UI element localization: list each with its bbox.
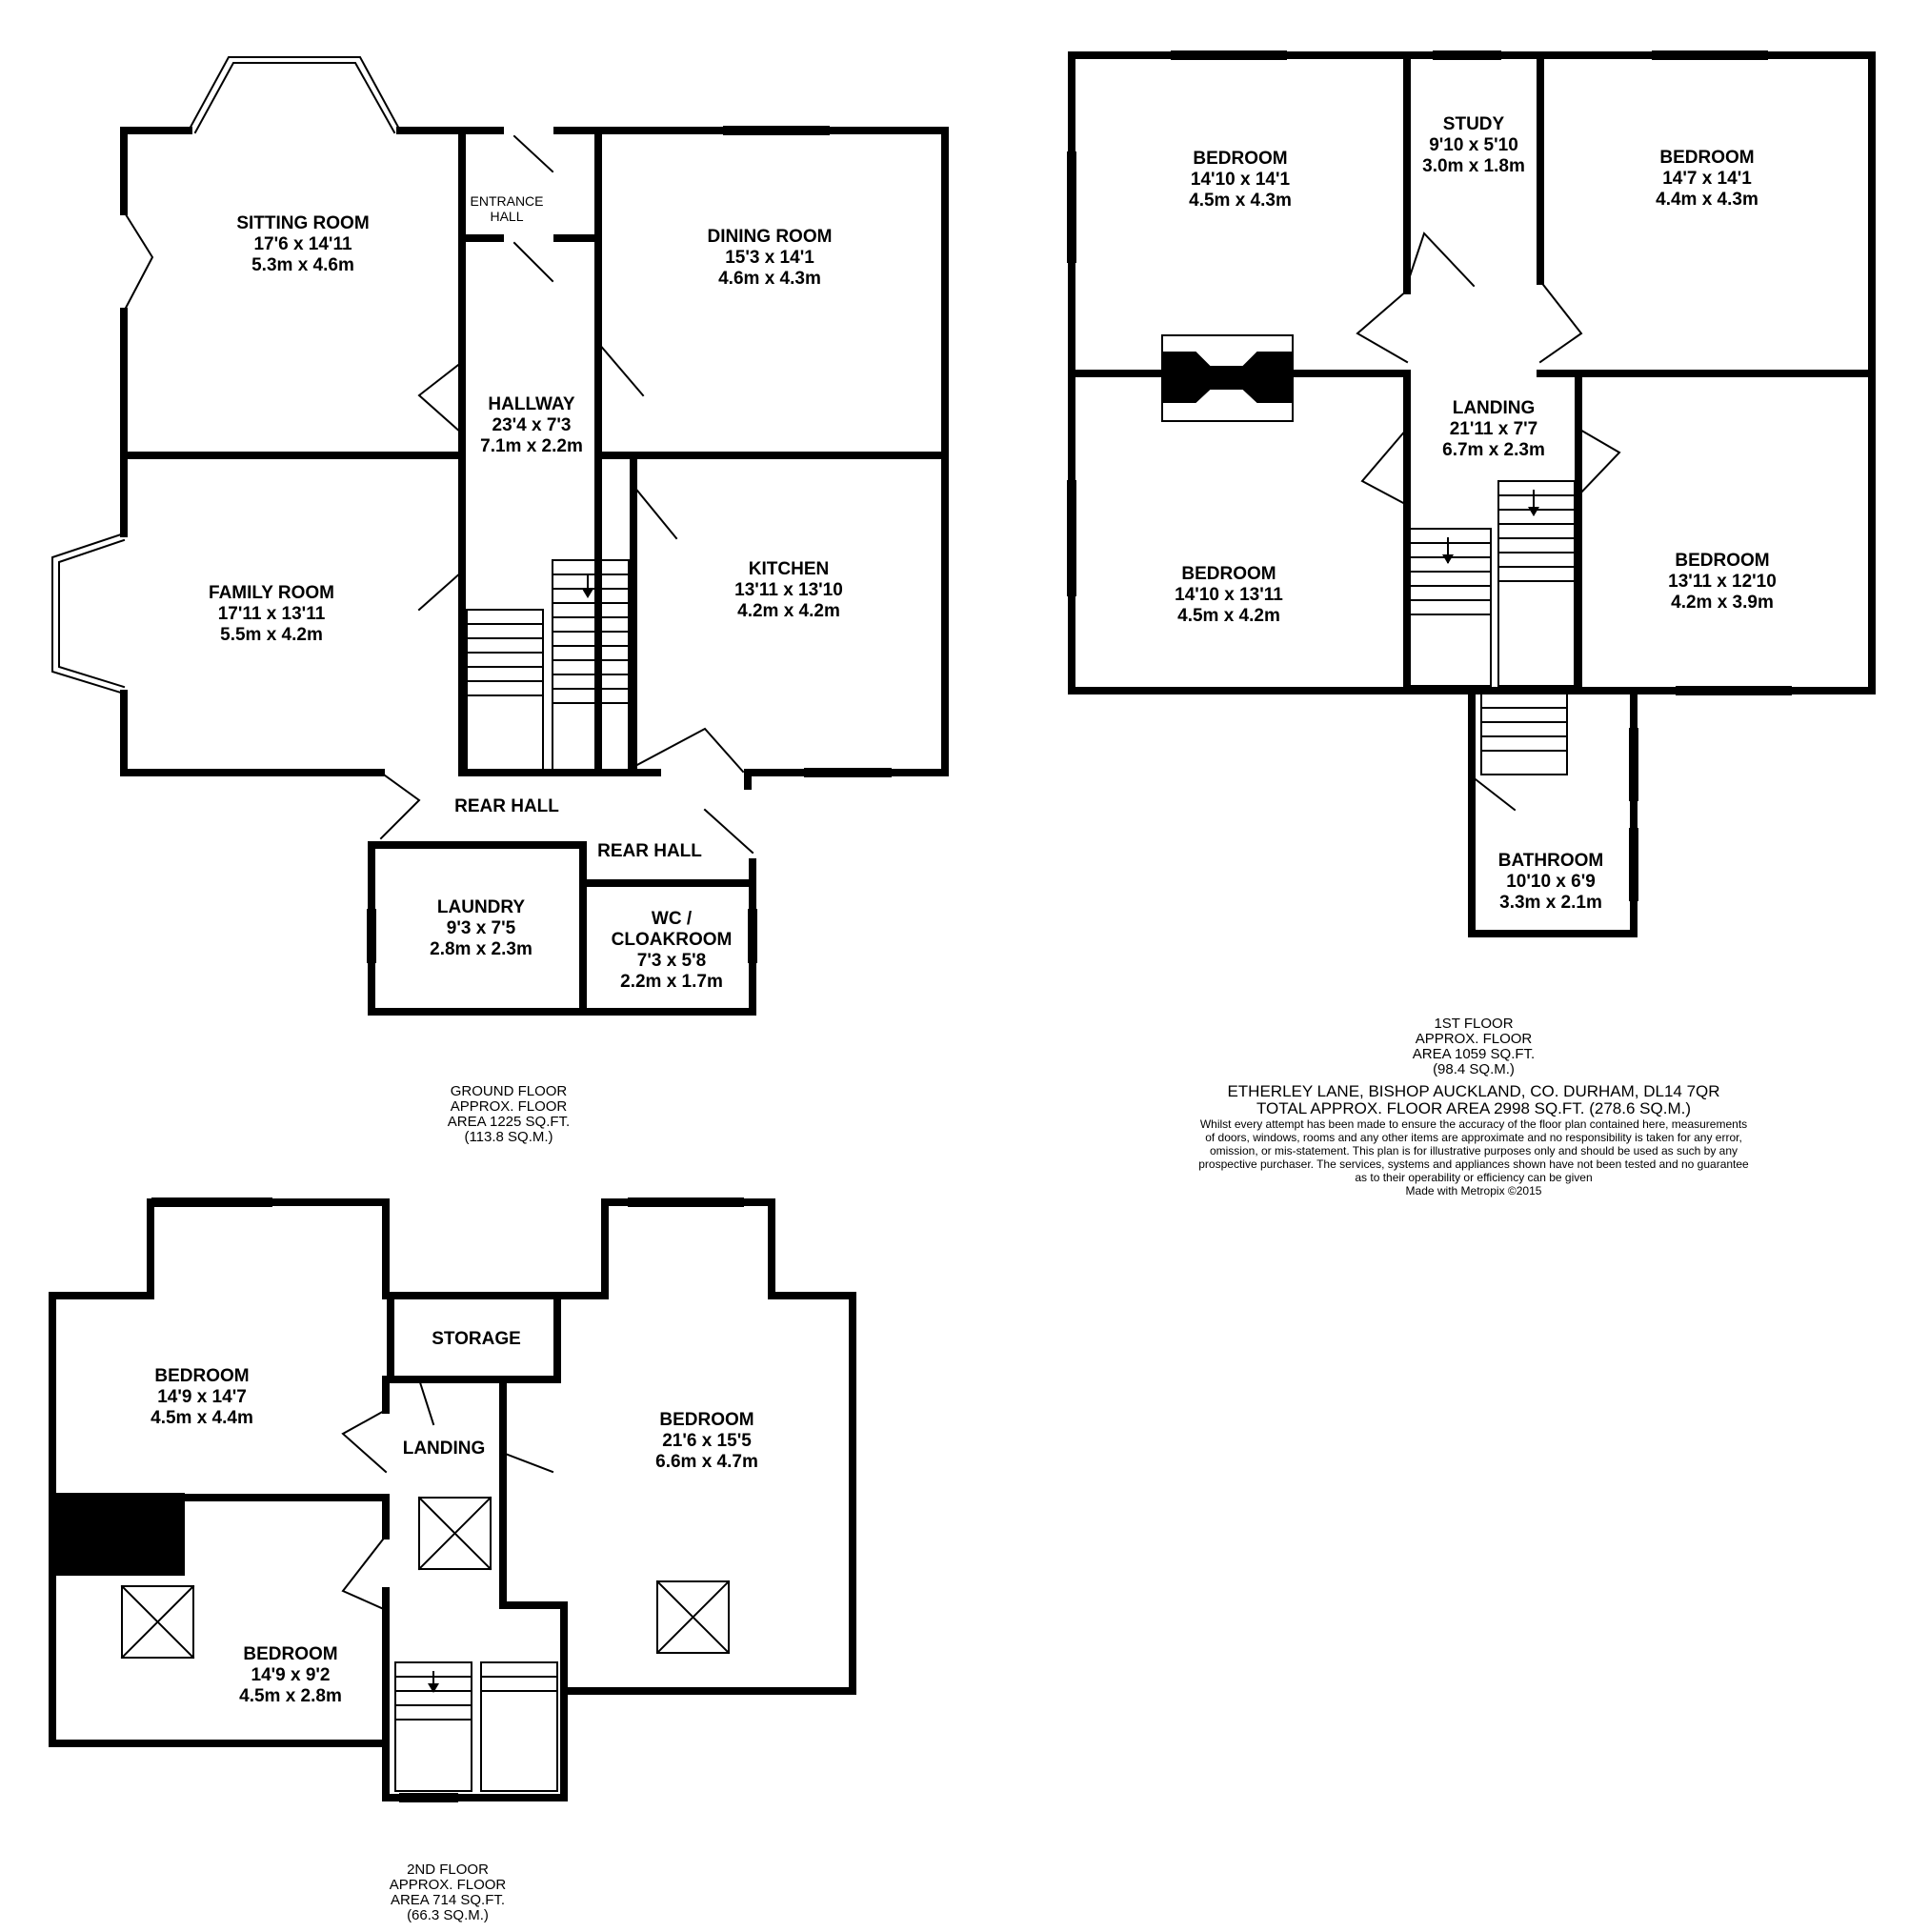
metropix-credit: Made with Metropix ©2015 [1405, 1184, 1542, 1197]
room-name: FAMILY ROOM [209, 583, 334, 603]
room-size-metric: 5.3m x 4.6m [251, 255, 354, 275]
room-size-metric: 4.2m x 4.2m [737, 601, 840, 621]
room-size-imperial: 15'3 x 14'1 [725, 248, 814, 268]
room-label-bedroom-sw [1175, 564, 1283, 627]
room-size-metric: 3.0m x 1.8m [1422, 156, 1525, 176]
room-name: REAR HALL [454, 796, 559, 816]
room-name: REAR HALL [597, 841, 702, 861]
summary-line: 1ST FLOOR [1434, 1016, 1514, 1032]
room-label-hallway [480, 394, 583, 457]
room-size-imperial: 14'9 x 9'2 [251, 1665, 331, 1685]
summary-line: APPROX. FLOOR [1415, 1031, 1533, 1047]
room-label-bathroom [1498, 851, 1603, 914]
room-name: BEDROOM [1193, 149, 1288, 169]
room-label-rear-hall-2 [597, 841, 702, 862]
room-label-family-room [209, 583, 334, 646]
room-name: DINING ROOM [707, 227, 833, 247]
room-name: BEDROOM [154, 1366, 250, 1386]
room-name: BEDROOM [1181, 564, 1276, 584]
room-size-metric: 3.3m x 2.1m [1499, 893, 1602, 913]
summary-line: GROUND FLOOR [450, 1083, 568, 1099]
room-size-imperial: 14'10 x 14'1 [1190, 170, 1291, 190]
room-label-sitting-room [236, 213, 369, 276]
property-address: ETHERLEY LANE, BISHOP AUCKLAND, CO. DURHAM, DL14 7QR [1227, 1082, 1720, 1100]
summary-line: (66.3 SQ.M.) [407, 1907, 489, 1923]
summary-line: APPROX. FLOOR [450, 1098, 568, 1115]
room-size-imperial: 17'6 x 14'11 [253, 234, 352, 254]
room-size-imperial: 17'11 x 13'11 [217, 604, 326, 624]
second-floor-area-summary [390, 1862, 507, 1923]
room-name: LANDING [402, 1439, 486, 1459]
room-label-bedroom-sw2 [239, 1644, 342, 1707]
room-label-bedroom-nw [1189, 149, 1292, 211]
room-label-wc-cloakroom [612, 909, 733, 993]
room-size-imperial: 13'11 x 13'10 [734, 580, 843, 600]
room-size-imperial: 13'11 x 12'10 [1668, 572, 1777, 592]
room-size-imperial: 10'10 x 6'9 [1506, 872, 1596, 892]
summary-line: 2ND FLOOR [407, 1862, 489, 1878]
room-label-study [1422, 114, 1525, 177]
room-name: BEDROOM [1659, 148, 1755, 168]
room-name: STUDY [1442, 114, 1505, 134]
room-size-metric: 4.5m x 2.8m [239, 1686, 342, 1706]
room-label-first-landing [1442, 398, 1545, 461]
summary-line: AREA 1225 SQ.FT. [447, 1114, 571, 1130]
room-label-rear-hall-1 [454, 796, 559, 817]
room-name: STORAGE [432, 1329, 521, 1349]
property-footer [1131, 1083, 1817, 1197]
room-name-line1: ENTRANCE [470, 193, 544, 209]
room-size-metric: 5.5m x 4.2m [220, 625, 323, 645]
room-size-imperial: 14'10 x 13'11 [1175, 585, 1283, 605]
room-name: SITTING ROOM [236, 213, 370, 233]
room-name: LAUNDRY [436, 897, 526, 917]
summary-line: AREA 1059 SQ.FT. [1412, 1046, 1536, 1062]
ground-floor-area-summary [448, 1084, 570, 1145]
room-name: BATHROOM [1497, 851, 1604, 871]
room-label-bedroom-ne [1656, 148, 1758, 211]
room-name-line2: CLOAKROOM [611, 930, 733, 950]
room-size-imperial: 23'4 x 7'3 [492, 415, 572, 435]
room-size-metric: 6.6m x 4.7m [655, 1452, 758, 1472]
room-label-entrance-hall [470, 193, 543, 224]
room-label-bedroom-e [655, 1410, 758, 1473]
room-size-metric: 4.5m x 4.4m [151, 1408, 253, 1428]
summary-line: AREA 714 SQ.FT. [390, 1892, 506, 1908]
room-name: BEDROOM [1675, 551, 1770, 571]
summary-line: APPROX. FLOOR [389, 1877, 507, 1893]
room-size-imperial: 14'7 x 14'1 [1662, 169, 1752, 189]
room-label-bedroom-w [151, 1366, 253, 1429]
room-size-metric: 2.2m x 1.7m [620, 972, 723, 992]
disclaimer-text: Whilst every attempt has been made to ensure the accuracy of the floor plan contained here, measurements of doors, windows, rooms and any other items are approximate and no responsibility is taken for any error, omission, or mis-statement. This plan is for illustrative purposes only and should be used as such by any prospective purchaser. The services, systems and appliances shown have not been tested and no guarantee as to their operability or efficiency can be given [1198, 1117, 1749, 1184]
room-name: BEDROOM [243, 1644, 338, 1664]
room-size-imperial: 14'9 x 14'7 [157, 1387, 247, 1407]
room-size-metric: 7.1m x 2.2m [480, 436, 583, 456]
room-name-line2: HALL [490, 209, 524, 224]
room-size-imperial: 21'6 x 15'5 [662, 1431, 752, 1451]
room-size-metric: 4.4m x 4.3m [1656, 190, 1758, 210]
room-size-metric: 4.2m x 3.9m [1671, 593, 1774, 613]
room-label-laundry [430, 897, 532, 960]
room-name: BEDROOM [659, 1410, 754, 1430]
room-name: KITCHEN [748, 559, 830, 579]
room-size-metric: 4.5m x 4.2m [1177, 606, 1280, 626]
room-size-metric: 2.8m x 2.3m [430, 939, 532, 959]
first-floor-area-summary [1413, 1016, 1535, 1077]
room-label-kitchen [734, 559, 843, 622]
room-size-imperial: 9'3 x 7'5 [446, 918, 516, 938]
room-name-line1: WC / [651, 909, 693, 929]
room-name: LANDING [1452, 398, 1536, 418]
room-name: HALLWAY [488, 394, 575, 414]
room-label-storage [432, 1329, 521, 1350]
room-size-metric: 4.5m x 4.3m [1189, 191, 1292, 211]
room-label-second-landing [403, 1439, 486, 1459]
room-size-metric: 4.6m x 4.3m [718, 269, 821, 289]
summary-line: (98.4 SQ.M.) [1433, 1061, 1515, 1077]
room-size-imperial: 21'11 x 7'7 [1449, 419, 1538, 439]
total-floor-area: TOTAL APPROX. FLOOR AREA 2998 SQ.FT. (278.6 SQ.M.) [1256, 1099, 1691, 1117]
second-floor-thin [52, 1198, 743, 1801]
room-size-imperial: 9'10 x 5'10 [1429, 135, 1518, 155]
summary-line: (113.8 SQ.M.) [464, 1129, 553, 1145]
room-size-imperial: 7'3 x 5'8 [636, 951, 707, 971]
room-label-dining-room [708, 227, 833, 290]
room-label-bedroom-se [1668, 551, 1777, 614]
room-size-metric: 6.7m x 2.3m [1442, 440, 1545, 460]
